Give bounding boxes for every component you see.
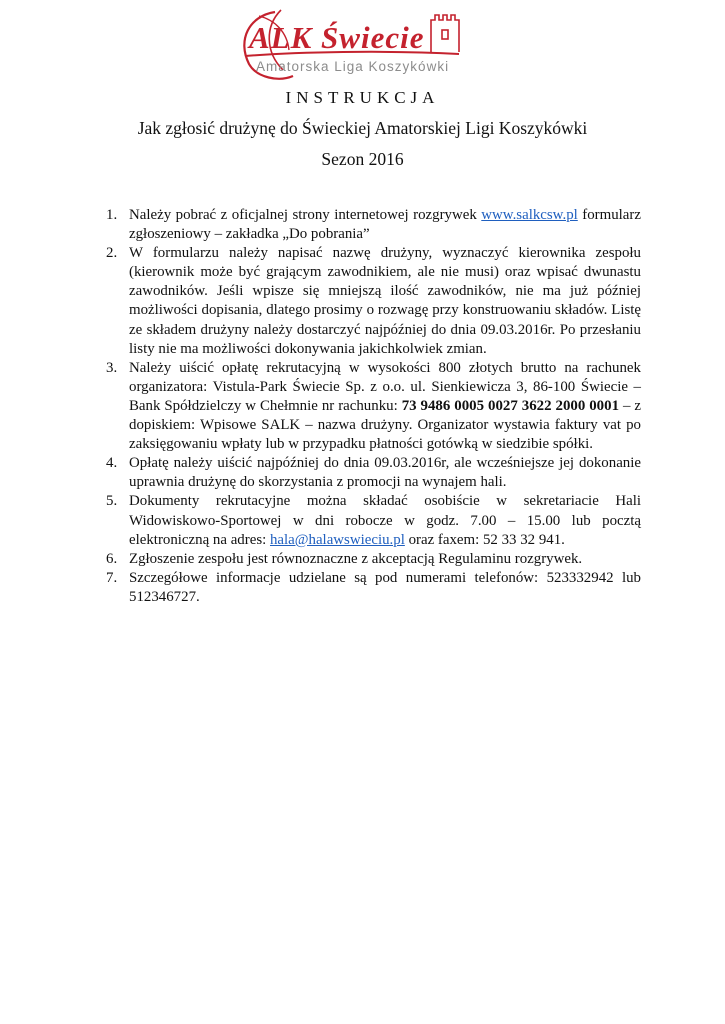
item-text: Należy pobrać z oficjalnej strony internetowej rozgrywek	[129, 207, 482, 223]
item-text: Dokumenty rekrutacyjne można składać osobiście w sekretariacie Hali Widowiskowo-Sportowej w dni robocze w godz. 7.00 – 15.00 lub pocztą elektroniczną na adres:	[129, 493, 641, 548]
list-item	[98, 359, 641, 454]
instruction-list	[98, 206, 641, 607]
item-number: 4.	[106, 455, 118, 472]
email-link[interactable]: hala@halawswieciu.pl	[269, 531, 405, 548]
logo-subtitle: Amatorska Liga Koszykówki	[256, 59, 450, 74]
item-number: 1.	[106, 207, 118, 223]
item-number: 5.	[106, 493, 118, 510]
document-title: Jak zgłosić drużynę do Świeckiej Amatorskiej Ligi Koszykówki	[137, 118, 588, 138]
item-number: 7.	[106, 569, 118, 586]
list-item	[98, 550, 641, 569]
list-item	[98, 244, 641, 359]
item-number: 2.	[106, 245, 118, 262]
item-text: Należy uiścić opłatę rekrutacyjną w wysokości 800 złotych brutto na rachunek organizatora: Vistula-Park Świecie Sp. z o.o. ul. Sienkiewicza 3, 86-100 Świecie – Bank Spółdzielczy w Chełmnie nr rachunku:	[129, 359, 641, 414]
item-text: – z dopiskiem: Wpisowe SALK – nazwa drużyny. Organizator wystawia faktury vat po zaksięgowaniu wpłaty lub w przypadku płatności gotówką w siedzibie spółki.	[129, 397, 641, 453]
list-item	[98, 454, 641, 492]
item-text: oraz faxem: 52 33 32 941.	[404, 531, 565, 548]
list-item	[98, 569, 641, 607]
item-text: Szczegółowe informacje udzielane są pod numerami telefonów: 523332942 lub 512346727.	[129, 569, 641, 605]
list-item	[98, 206, 641, 244]
item-number: 3.	[106, 359, 118, 376]
list-item	[98, 492, 641, 549]
item-number: 6.	[106, 550, 118, 567]
logo-title: ALK Świecie	[249, 20, 425, 55]
item-text: Opłatę należy uiścić najpóźniej do dnia 09.03.2016r, ale wcześniejsze jej dokonanie uprawnia drużynę do skorzystania z promocji na wynajem hali.	[129, 455, 641, 491]
bank-account-number: 73 9486 0005 0027 3622 2000 0001	[401, 397, 620, 414]
season-label: Sezon 2016	[321, 149, 404, 169]
salk-logo	[235, 6, 467, 86]
item-text: formularz zgłoszeniowy – zakładka „Do pobrania”	[129, 207, 641, 243]
instruction-heading: INSTRUKCJA	[285, 88, 440, 107]
item-text: W formularzu należy napisać nazwę drużyny, wyznaczyć kierownika zespołu (kierownik może być grającym zawodnikiem, ale nie musi) oraz wpisać dwunastu zawodników. Jeśli wpisze się mniejszą ilość zawodników, nie ma już później możliwości dopisania, dlatego prosimy o rozwagę przy konstruowaniu składów. Listę ze składem drużyny należy dostarczyć najpóźniej do dnia 09.03.2016r. Po przesłaniu listy nie ma możliwości dokonywania jakichkolwiek zmian.	[129, 245, 641, 357]
website-link[interactable]: www.salkcsw.pl	[481, 207, 578, 223]
item-text: Zgłoszenie zespołu jest równoznaczne z akceptacją Regulaminu rozgrywek.	[129, 550, 583, 567]
